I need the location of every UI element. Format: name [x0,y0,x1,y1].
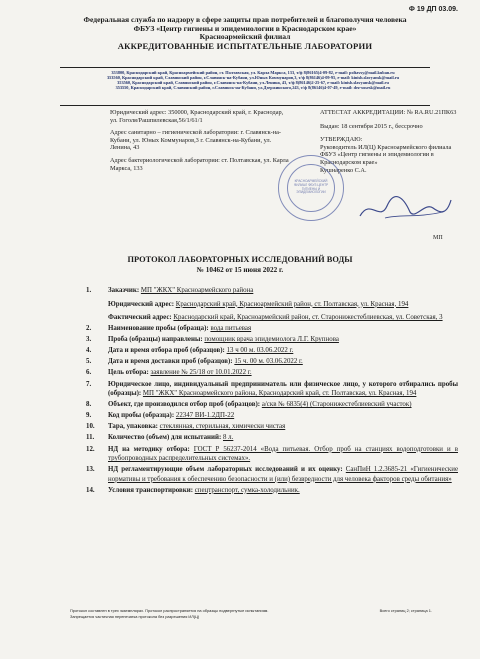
list-item [78,286,458,323]
list-item [78,357,458,367]
item-label: Дата и время отбора проб (образцов): [108,347,225,355]
item-label: Наименование пробы (образца): [108,325,209,333]
item-number: 14. [86,486,95,494]
page-footer [70,608,450,619]
stamp-text: КРАСНОАРМЕЙСКИЙ ФИЛИАЛ ФБУЗ ЦЕНТР ГИГИЕНЫ И ЭПИДЕМИОЛОГИИ [293,179,329,195]
item-value: 8 л. [223,434,234,442]
item-label: НД регламентирующие объем лабораторных исследований и их оценку: [108,466,343,474]
item-number: 2. [86,325,92,333]
list-item [78,346,458,356]
list-item [78,445,458,464]
item-value: стеклянная, стерильная, химически чистая [159,423,286,431]
footer-note-1: Протокол составлен в трех экземплярах. Протокол распространяется на образцы подвергнутые испытаниям. [70,608,269,613]
branch-address: 353550, Краснодарский край, Славянский район, г.Славянск-на-Кубани, ул.Дзержинского,243, т/ф 8(86146)4-07-49, e-mail: dez-ussesk@mail.ru [115,85,391,91]
item-number: 13. [86,466,95,474]
item-label: Дата и время доставки проб (образцов): [108,358,233,366]
item-value: а/скв № 6835(4) (Старонижестеблиевский участок) [261,401,412,409]
list-item [78,433,458,443]
mp-mark: МП [433,235,443,241]
approve-text: Руководитель ИЛ(Ц) Красноармейского филиала ФБУЗ «Центр гигиены и эпидемиологии в Краснодарском крае» [320,143,452,166]
list-item [78,368,458,378]
protocol-title [0,254,480,276]
accreditation-number: АТТЕСТАТ АККРЕДИТАЦИИ: № RA.RU.21ПК63 [320,109,457,116]
legal-address: Юридический адрес: 350000, Краснодарский край, г. Краснодар, ул. Гоголя/Рашпилевская,56/1/61/1 [110,109,284,124]
item-value: вода питьевая [210,325,252,333]
list-item [78,335,458,345]
stamp-seal [278,155,344,221]
list-item [78,400,458,410]
item-number: 11. [86,434,95,442]
signature-icon [355,188,455,228]
item-value: СанПиН 1.2.3685-21 «Гигиенические нормативы и требования к обеспечению безопасности и (или) безвредности для человека факторов среды обитания» [108,466,458,483]
item-label: Тара, упаковка: [108,423,158,431]
bacteriology-lab-address: Адрес бактериологической лаборатории: ст. Полтавская, ул. Карла Маркса, 133 [110,156,289,172]
accreditation-block [320,109,460,180]
branch-address: 353800, Краснодарский край, Красноармейский район, ст. Полтавская, ул. Карла Маркса, 133, т/ф 8(86165)4-09-82, e-mail: poltavsy@mail.kuban.ru [111,70,395,75]
branch-addresses [88,70,418,90]
signer-name: Кушнаренко С.А. [320,166,367,174]
item-value: спецтранспорт, сумка-холодильник. [194,486,300,494]
item-number: 12. [86,445,95,453]
title-main: ПРОТОКОЛ ЛАБОРАТОРНЫХ ИССЛЕДОВАНИЙ ВОДЫ [127,255,353,264]
item-label: Юридическое лицо, индивидуальный предприниматель или физическое лицо, у которого отбирались пробы (образцы): [108,380,458,398]
lab-name: АККРЕДИТОВАННЫЕ ИСПЫТАТЕЛЬНЫЕ ЛАБОРАТОРИИ [117,40,373,51]
item-subline [108,313,458,323]
item-label: Код пробы (образца): [108,412,175,420]
protocol-items [78,286,458,497]
form-code: Ф 19 ДП 03.09. [408,6,458,13]
item-label: Объект, где производился отбор проб (образцов): [108,401,261,409]
item-sub-value: Краснодарский край, Красноармейский район, ст. Старонижестеблиевская, ул. Советская, 3 [173,314,443,321]
item-number: 4. [86,347,92,355]
item-subline [108,300,458,310]
org-header [50,16,440,50]
item-label: Цель отбора: [108,369,149,377]
accreditation-issued: Выдан: 18 сентября 2015 г., бессрочно [320,122,423,130]
page-count: Всего страниц 2; страница 1. [379,608,432,613]
item-sub-value: Краснодарский край, Красноармейский район, ст. Полтавская, ул. Красная, 194 [175,300,409,308]
item-value: МП "ЖКХ" Красноармейского района [140,287,254,294]
item-value: 22347 ВИ-1.2ДП-22 [175,412,235,420]
item-number: 6. [86,369,92,377]
list-item [78,465,458,484]
address-divider [60,105,430,106]
item-value: 15 ч. 00 м. 03.06.2022 г. [234,358,303,366]
item-label: Условия транспортировки: [108,486,194,494]
title-number: № 10462 от 15 июня 2022 г. [196,266,284,274]
item-label: Количество (объем) для испытаний: [108,434,222,442]
list-item [78,324,458,334]
item-value: МП "ЖКХ" Красноармейского района, Краснодарский край, ст. Полтавская, ул. Красная, 194 [142,390,417,398]
item-number: 5. [86,358,92,366]
sanitary-lab-address: Адрес санитарно – гигиенической лаборатории: г. Славянск-на-Кубани, ул. Юных Коммунаров,3 г. Славянск-на-Кубани, ул. Ленина, 43 [110,129,282,152]
item-value: помощник врача эпидемиолога Л.Г. Крупнова [204,336,339,344]
branch-address: 353560, Краснодарский край, Славянский район, г.Славянск-на-Кубани, ул.Ленина, 43, т/ф 8(86146)2-25-67, e-mail: kinish.slavyansk@mail.ru [117,80,389,86]
item-sub-label: Юридический адрес: [108,300,174,308]
header-line-2: ФБУЗ «Центр гигиены и эпидемиологии в Краснодарском крае» [133,23,357,33]
item-label: НД на методику отбора: [108,445,190,453]
item-number: 10. [86,423,95,431]
item-number: 8. [86,401,92,409]
header-line-1: Федеральная служба по надзору в сфере защиты прав потребителей и благополучия человека [83,15,407,24]
item-number: 7. [86,380,92,388]
list-item [78,486,458,496]
item-label: Проба (образцы) направлены: [108,336,203,344]
lab-addresses [110,109,290,177]
item-value: заявление № 25/18 от 10.01.2022 г. [150,369,252,377]
item-number: 9. [86,412,92,420]
approve-heading: УТВЕРЖДАЮ: [320,136,363,144]
list-item [78,422,458,432]
item-number: 1. [86,287,92,294]
item-sub-label: Фактический адрес: [108,314,172,321]
item-value: ГОСТ Р 56237-2014 «Вода питьевая. Отбор проб на станциях водоподготовки и в трубопроводных распределительных системах». [108,445,458,463]
footer-note-2: Запрещается частичная перепечатка протокола без разрешения ИЛ(Ц) [70,613,200,619]
header-line-3: Красноармейский филиал [199,32,291,41]
item-label: Заказчик: [108,287,140,294]
list-item [78,411,458,421]
branch-address: 353560, Краснодарский край, Славянский район, г.Славянск-на-Кубани, ул.Юных Коммунаров,3, т/ф 8(86146)4-09-95, e-mail: kinish.slavyansk@mail.ru [106,75,400,81]
item-value: 13 ч 00 м. 03.06.2022 г. [226,347,294,355]
item-number: 3. [86,336,92,344]
header-divider [60,67,430,68]
list-item [78,380,458,399]
